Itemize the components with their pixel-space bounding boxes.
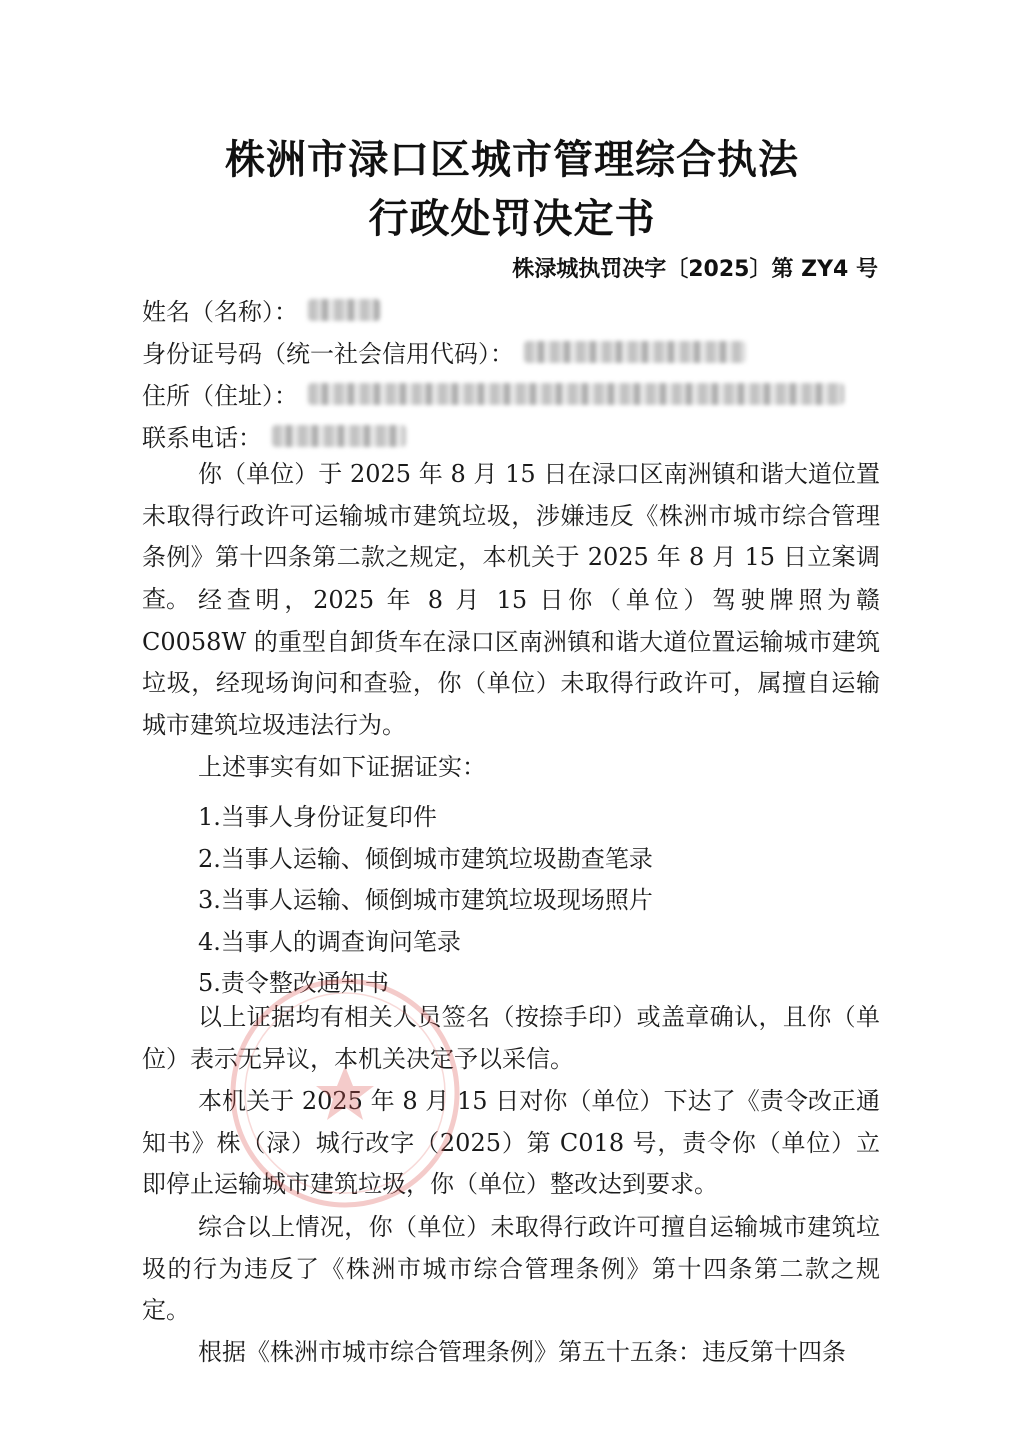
evidence-item: 5.责令整改通知书 [198,969,389,997]
document-title-line2: 行政处罚决定书 [368,196,656,242]
paragraph-investigation: 经查明，2025 年 8 月 15 日你（单位）驾驶牌照为赣 C0058W 的重型自卸货车在渌口区南洲镇和谐大道位置运输城市建筑垃圾，经现场询问和查验，你（单位）未取得行政许可，属擅自运输城市建筑垃圾违法行为。 [142,586,880,739]
address-label: 住所（住址）： [142,382,298,410]
redacted-id-number [524,341,746,363]
redacted-name [308,299,380,321]
document-number: 株渌城执罚决字〔2025〕第 ZY4 号 [512,257,878,282]
address-field [142,376,844,411]
name-label: 姓名（名称）： [142,298,298,326]
evidence-item: 1.当事人身份证复印件 [198,803,437,831]
evidence-item: 3.当事人运输、倾倒城市建筑垃圾现场照片 [198,886,653,914]
phone-field [142,418,406,453]
evidence-item: 2.当事人运输、倾倒城市建筑垃圾勘查笔录 [198,845,653,873]
phone-label: 联系电话： [142,424,262,452]
id-field [142,334,746,369]
redacted-address [308,383,844,405]
paragraph-evidence-confirmation: 以上证据均有相关人员签名（按捺手印）或盖章确认，且你（单位）表示无异议，本机关决定予以采信。 [142,1003,880,1073]
id-label: 身份证号码（统一社会信用代码）： [142,340,514,368]
paragraph-case-filing: 你（单位）于 2025 年 8 月 15 日在渌口区南洲镇和谐大道位置未取得行政许可运输城市建筑垃圾，涉嫌违反《株洲市城市综合管理条例》第十四条第二款之规定，本机关于 2025 年 8 月 15 日立案调查。 [142,460,880,613]
paragraph-evidence-intro: 上述事实有如下证据证实： [198,753,486,781]
paragraph-legal-basis: 根据《株洲市城市综合管理条例》第五十五条：违反第十四条 [198,1338,846,1366]
redacted-phone [272,425,406,447]
document-title-line1: 株洲市渌口区城市管理综合执法 [225,137,799,183]
paragraph-conclusion: 综合以上情况，你（单位）未取得行政许可擅自运输城市建筑垃圾的行为违反了《株洲市城市综合管理条例》第十四条第二款之规定。 [142,1213,880,1324]
evidence-item: 4.当事人的调查询问笔录 [198,928,461,956]
name-field [142,292,380,327]
paragraph-rectification-notice: 本机关于 2025 年 8 月 15 日对你（单位）下达了《责令改正通知书》株（渌）城行改字（2025）第 C018 号，责令你（单位）立即停止运输城市建筑垃圾，你（单位）整改达到要求。 [142,1087,880,1198]
